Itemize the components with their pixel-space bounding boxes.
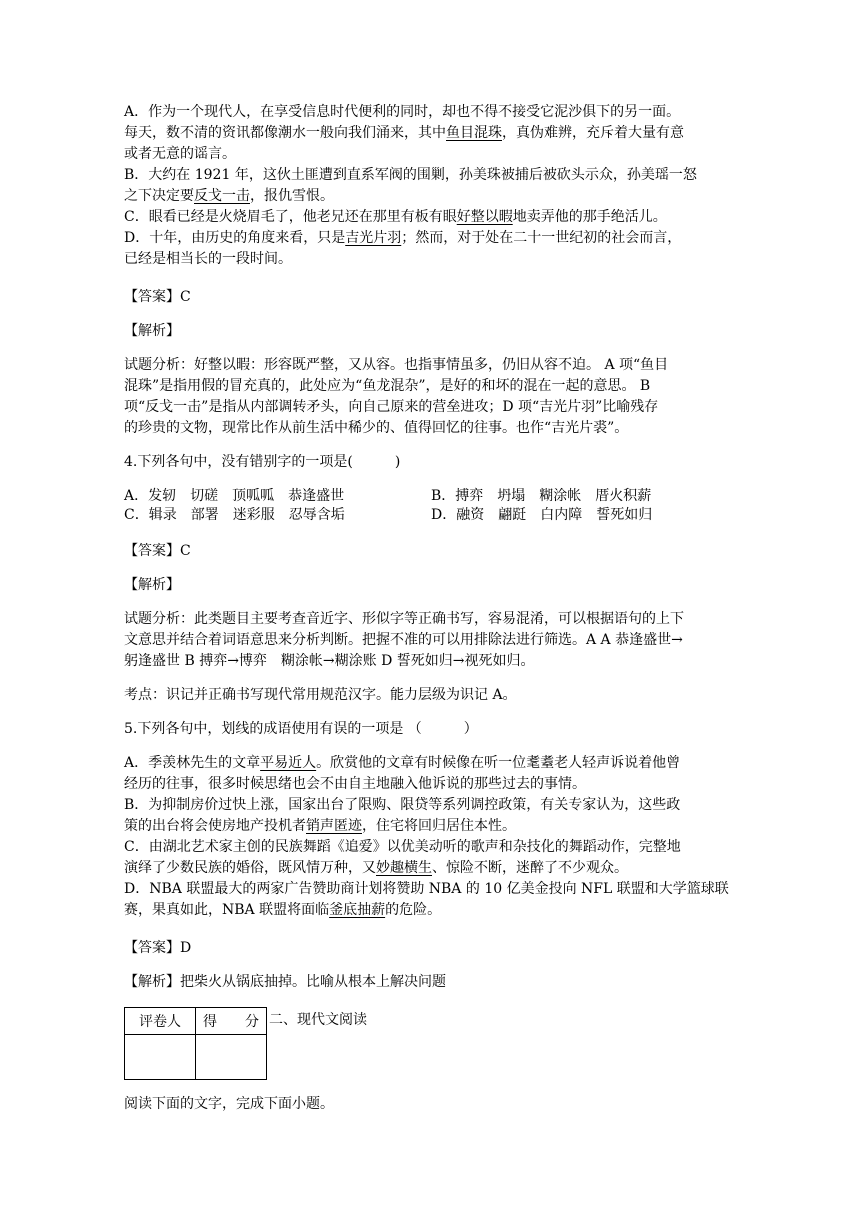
text: C．眼看已经是火烧眉毛了，他老兄还在那里有板有眼	[124, 209, 457, 225]
text: ；然而，对于处在二十一世纪初的社会而言，	[401, 230, 682, 246]
q4-analysis-line3: 躬逢盛世 B 搏弈→博弈 糊涂帐→糊涂账 D 誓死如归→视死如归。	[124, 653, 535, 669]
q3-option-d-line2: 已经是相当长的一段时间。	[124, 251, 292, 267]
q3-option-a-line3: 或者无意的谣言。	[124, 146, 236, 162]
text: 地卖弄他的那手绝活儿。	[512, 209, 667, 225]
text: ，报仇雪恨。	[250, 188, 334, 204]
q5-option-d-line2	[124, 900, 744, 921]
underlined-idiom: 反戈一击	[194, 188, 250, 204]
q5-option-a-line2: 经历的往事，很多时候思绪也会不由自主地融入他诉说的那些过去的事情。	[124, 776, 586, 792]
text: 的危险。	[385, 902, 442, 918]
q3-analysis-line3: 项“反戈一击”是指从内部调转矛头，向自己原来的营垒进攻；D 项“吉光片羽”比喻残存	[124, 399, 659, 415]
underlined-idiom: 妙趣横生	[376, 860, 432, 876]
q3-option-b-line2	[124, 186, 744, 207]
text: ，住宅将回归居住本性。	[362, 818, 516, 834]
underlined-idiom: 平易近人	[260, 755, 317, 771]
section-title: 二、现代文阅读	[269, 1012, 367, 1028]
q3-analysis-line2: 混珠”是指用假的冒充真的，此处应为“鱼龙混杂”，是好的和坏的混在一起的意思。 B	[124, 378, 651, 394]
text: A．季羡林先生的文章	[124, 755, 261, 771]
q3-analysis-title: 【解析】	[124, 323, 180, 339]
text: 演绎了少数民族的婚俗，既风情万种，又	[124, 860, 376, 876]
q4-answer: 【答案】C	[124, 543, 191, 559]
text: 之下决定要	[124, 188, 194, 204]
q5-option-d-line1: D．NBA 联盟最大的两家广告赞助商计划将赞助 NBA 的 10 亿美金投向 NFL 联盟和大学篮球联	[124, 881, 729, 897]
q5-option-b-line1: B．为抑制房价过快上涨，国家出台了限购、限贷等系列调控政策，有关专家认为，这些政	[124, 797, 681, 813]
q5-option-c-line1: C．由湖北艺术家主创的民族舞蹈《追爱》以优美动听的歌声和杂技化的舞蹈动作，完整地	[124, 839, 681, 855]
reading-intro: 阅读下面的文字，完成下面小题。	[124, 1096, 334, 1112]
text: 。欣赏他的文章有时候像在听一位耄耋老人轻声诉说着他曾	[316, 755, 681, 771]
q4-analysis-line1: 试题分析：此类题目主要考查音近字、形似字等正确书写，容易混淆，可以根据语句的上下	[124, 611, 684, 627]
q3-option-c-line1	[124, 207, 744, 228]
score-table	[124, 1007, 267, 1080]
q3-option-d-line1	[124, 228, 744, 249]
q4-options-row2	[124, 506, 744, 525]
text: 赛，果真如此，NBA 联盟将面临	[124, 902, 330, 918]
q5-option-c-line2	[124, 858, 744, 879]
q3-analysis-line4: 的珍贵的文物，现常比作从前生活中稀少的、值得回忆的往事。也作“吉光片裘”。	[124, 420, 629, 436]
score-table-header-grader: 评卷人	[125, 1008, 196, 1035]
q3-answer: 【答案】C	[124, 289, 191, 305]
q4-option-d: D．融资 翩跹 白内障 誓死如归	[431, 507, 653, 523]
underlined-idiom: 好整以暇	[456, 209, 513, 225]
q4-options-row1	[124, 487, 744, 506]
score-table-header-score: 得 分	[196, 1008, 267, 1035]
text: 每天，数不清的资讯都像潮水一般向我们涌来，其中	[124, 125, 446, 141]
score-table-cell-grader[interactable]	[125, 1035, 196, 1080]
text: D．十年，由历史的角度来看，只是	[124, 230, 346, 246]
q3-option-a-line2	[124, 123, 744, 144]
text: 、惊险不断，迷醉了不少观众。	[432, 860, 628, 876]
score-section	[124, 1007, 744, 1080]
q5-option-a-line1	[124, 753, 744, 774]
document-page	[124, 102, 744, 1115]
q4-stem: 4.下列各句中，没有错别字的一项是( )	[124, 454, 401, 470]
q5-answer: 【答案】D	[124, 940, 192, 956]
q5-option-b-line2	[124, 816, 744, 837]
text: ，真伪难辨，充斥着大量有意	[502, 125, 684, 141]
q4-option-c: C．辑录 部署 迷彩服 忍辱含垢	[124, 507, 345, 523]
underlined-idiom: 吉光片羽	[345, 230, 402, 246]
q4-analysis-title: 【解析】	[124, 577, 180, 593]
underlined-idiom: 釜底抽薪	[329, 902, 386, 918]
underlined-idiom: 销声匿迹	[306, 818, 362, 834]
q3-option-b-line1: B．大约在 1921 年，这伙土匪遭到直系军阀的围剿，孙美珠被捕后被砍头示众，孙美瑶一怒	[124, 167, 697, 183]
q3-analysis-line1: 试题分析：好整以暇：形容既严整，又从容。也指事情虽多，仍旧从容不迫。 A 项“鱼目	[124, 357, 669, 373]
underlined-idiom: 鱼目混珠	[446, 125, 502, 141]
q4-analysis-line2: 文意思并结合着词语意思来分析判断。把握不准的可以用排除法进行筛选。A A 恭逢盛世→	[124, 632, 683, 648]
q3-option-a-line1: A．作为一个现代人，在享受信息时代便利的同时，却也不得不接受它泥沙俱下的另一面。	[124, 104, 681, 120]
q4-kaodian: 考点：识记并正确书写现代常用规范汉字。能力层级为识记 A。	[124, 687, 517, 703]
text: 策的出台将会使房地产投机者	[124, 818, 306, 834]
score-table-cell-score[interactable]	[196, 1035, 267, 1080]
q4-option-b: B．搏弈 坍塌 糊涂帐 厝火积薪	[431, 488, 652, 504]
q5-stem: 5.下列各句中，划线的成语使用有误的一项是 （ ）	[124, 721, 478, 737]
q4-option-a: A．发轫 切磋 顶呱呱 恭逢盛世	[124, 488, 345, 504]
q5-analysis: 【解析】把柴火从锅底抽掉。比喻从根本上解决问题	[124, 974, 446, 990]
